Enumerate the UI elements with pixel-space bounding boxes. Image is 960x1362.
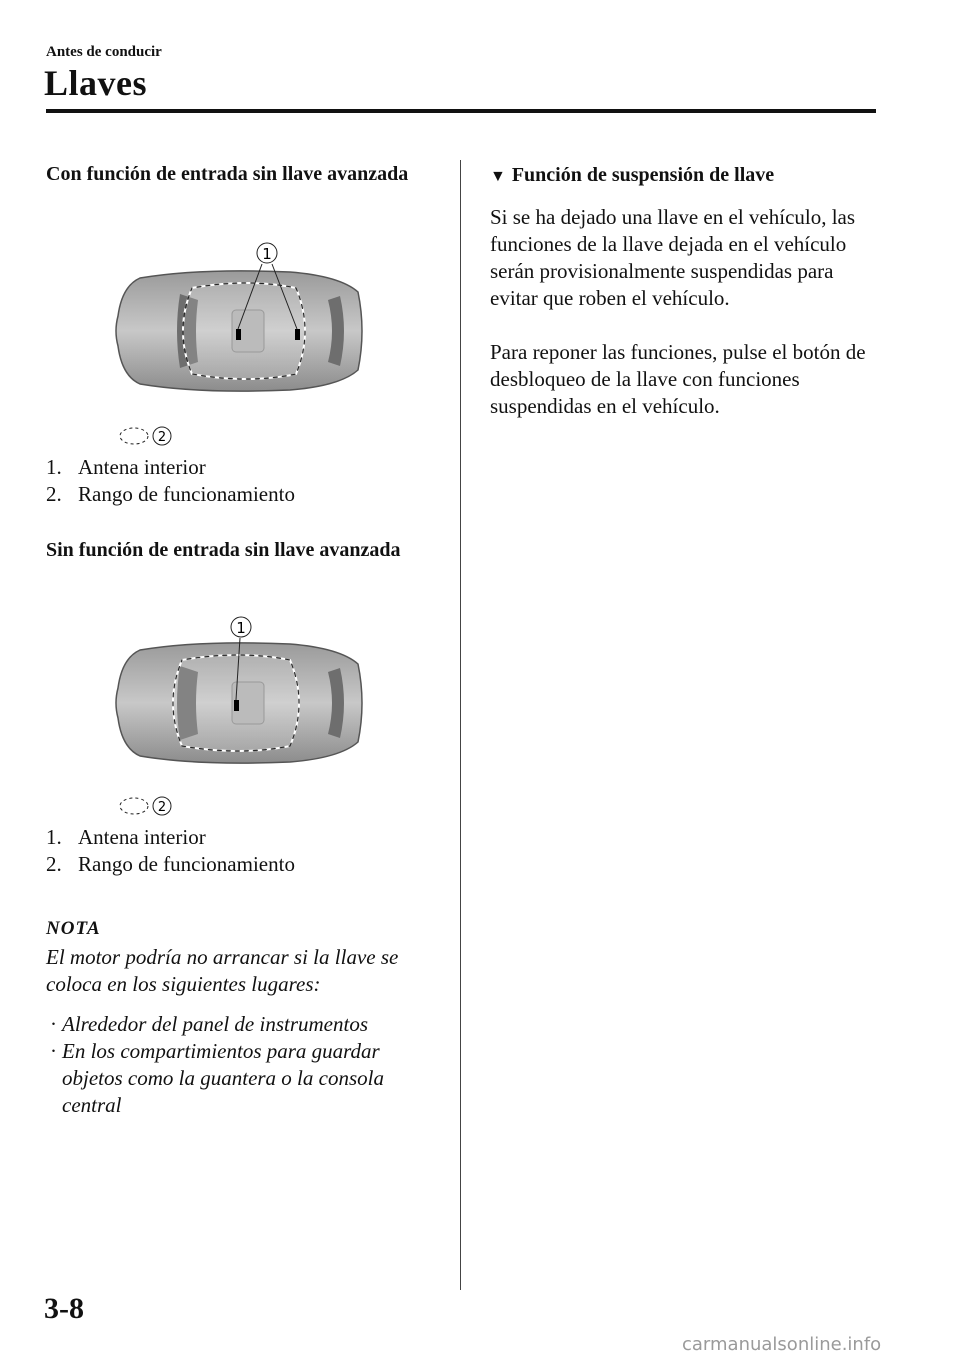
section-label: Antes de conducir [46, 44, 162, 60]
note-bullet: · En los compartimientos para guardar objetos como la guantera o la consola central [50, 1039, 384, 1117]
header-rule [46, 109, 876, 113]
right-paragraph-1: Si se ha dejado una llave en el vehículo, las funciones de la llave dejada en el vehículo serán provisionalmente suspendidas para evitar que roben el vehículo. [490, 205, 856, 310]
list-item: 1. Antena interior [46, 455, 206, 479]
note-bullet: · Alrededor del panel de instrumentos [50, 1012, 369, 1036]
callout-2-label: 2 [157, 800, 167, 815]
right-paragraph-2: Para reponer las funciones, pulse el botón de desbloqueo de la llave con funciones suspendidas en el vehículo. [490, 340, 866, 418]
car-diagram-with-advanced-keyless [100, 236, 380, 446]
figure-2-heading: Sin función de entrada sin llave avanzada [46, 539, 401, 561]
page-number: 3-8 [44, 1292, 84, 1325]
list-item: 2. Rango de funcionamiento [46, 852, 295, 876]
note-text: El motor podría no arrancar si la llave se coloca en los siguientes lugares: [46, 945, 399, 996]
right-heading: ▼ Función de suspensión de llave [490, 164, 775, 186]
car-diagram-without-advanced-keyless [100, 608, 380, 818]
triangle-marker-icon: ▼ [490, 168, 506, 185]
column-divider [460, 160, 461, 1290]
list-item: 1. Antena interior [46, 825, 206, 849]
antenna-marker [295, 329, 300, 340]
callout-1-label: 1 [262, 245, 272, 263]
watermark: carmanualsonline.info [682, 1334, 882, 1355]
list-item: 2. Rango de funcionamiento [46, 482, 295, 506]
chapter-title: Llaves [44, 63, 148, 103]
callout-2-label: 2 [157, 430, 167, 445]
antenna-marker [234, 700, 239, 711]
note-title: NOTA [46, 918, 101, 939]
figure-1-heading: Con función de entrada sin llave avanzada [46, 163, 409, 185]
callout-1-label: 1 [236, 619, 246, 637]
antenna-marker [236, 329, 241, 340]
